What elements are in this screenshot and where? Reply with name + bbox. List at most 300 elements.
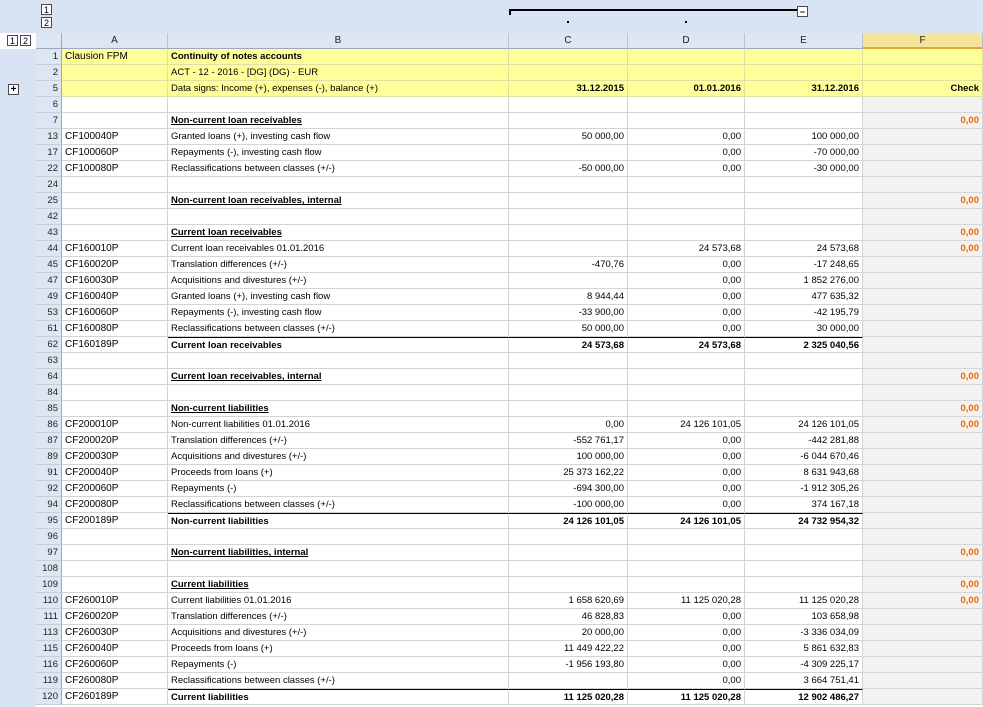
row-number[interactable]: 53 bbox=[36, 305, 62, 321]
cell-account-code[interactable] bbox=[62, 545, 168, 561]
cell-value-01-01-2016[interactable]: 0,00 bbox=[628, 145, 745, 161]
cell-value-31-12-2015[interactable]: -100 000,00 bbox=[509, 497, 628, 513]
cell-description[interactable]: Data signs: Income (+), expenses (-), balance (+) bbox=[168, 81, 509, 97]
cell-value-01-01-2016[interactable] bbox=[628, 193, 745, 209]
cell-description[interactable]: Current loan receivables, internal bbox=[168, 369, 509, 385]
row-number[interactable]: 96 bbox=[36, 529, 62, 545]
row-number[interactable]: 109 bbox=[36, 577, 62, 593]
cell-value-01-01-2016[interactable] bbox=[628, 561, 745, 577]
cell-value-31-12-2015[interactable]: 0,00 bbox=[509, 417, 628, 433]
cell-description[interactable] bbox=[168, 97, 509, 113]
cell-account-code[interactable] bbox=[62, 225, 168, 241]
row-number[interactable]: 2 bbox=[36, 65, 62, 81]
cell-value-01-01-2016[interactable] bbox=[628, 49, 745, 65]
cell-account-code[interactable] bbox=[62, 177, 168, 193]
cell-value-31-12-2016[interactable]: 31.12.2016 bbox=[745, 81, 863, 97]
cell-value-31-12-2016[interactable] bbox=[745, 369, 863, 385]
cell-value-31-12-2016[interactable] bbox=[745, 401, 863, 417]
cell-value-31-12-2015[interactable]: 24 573,68 bbox=[509, 337, 628, 353]
cell-value-31-12-2015[interactable]: -552 761,17 bbox=[509, 433, 628, 449]
row-number[interactable]: 95 bbox=[36, 513, 62, 529]
row-number[interactable]: 45 bbox=[36, 257, 62, 273]
row-number[interactable]: 111 bbox=[36, 609, 62, 625]
cell-description[interactable]: Current loan receivables bbox=[168, 225, 509, 241]
cell-account-code[interactable]: CF260060P bbox=[62, 657, 168, 673]
cell-value-01-01-2016[interactable]: 0,00 bbox=[628, 449, 745, 465]
row-number[interactable]: 119 bbox=[36, 673, 62, 689]
select-all-corner[interactable] bbox=[36, 33, 62, 49]
cell-value-31-12-2016[interactable] bbox=[745, 529, 863, 545]
row-number[interactable]: 87 bbox=[36, 433, 62, 449]
cell-description[interactable]: Repayments (-) bbox=[168, 481, 509, 497]
cell-description[interactable]: Reclassifications between classes (+/-) bbox=[168, 321, 509, 337]
cell-value-31-12-2016[interactable] bbox=[745, 97, 863, 113]
cell-check[interactable]: 0,00 bbox=[863, 401, 983, 417]
cell-value-31-12-2015[interactable] bbox=[509, 241, 628, 257]
row-number[interactable]: 49 bbox=[36, 289, 62, 305]
cell-check[interactable] bbox=[863, 465, 983, 481]
cell-value-31-12-2016[interactable]: 3 664 751,41 bbox=[745, 673, 863, 689]
cell-description[interactable]: Current loan receivables bbox=[168, 337, 509, 353]
cell-description[interactable]: Non-current liabilities bbox=[168, 513, 509, 529]
cell-value-01-01-2016[interactable]: 0,00 bbox=[628, 481, 745, 497]
cell-description[interactable]: Non-current liabilities bbox=[168, 401, 509, 417]
row-number[interactable]: 64 bbox=[36, 369, 62, 385]
cell-value-31-12-2016[interactable] bbox=[745, 225, 863, 241]
cell-description[interactable]: Granted loans (+), investing cash flow bbox=[168, 129, 509, 145]
cell-check[interactable] bbox=[863, 673, 983, 689]
row-number[interactable]: 116 bbox=[36, 657, 62, 673]
cell-value-31-12-2015[interactable] bbox=[509, 577, 628, 593]
cell-description[interactable]: Current liabilities bbox=[168, 689, 509, 705]
cell-account-code[interactable]: CF100040P bbox=[62, 129, 168, 145]
cell-description[interactable]: Repayments (-) bbox=[168, 657, 509, 673]
cell-check[interactable] bbox=[863, 257, 983, 273]
cell-value-31-12-2015[interactable]: 20 000,00 bbox=[509, 625, 628, 641]
cell-description[interactable] bbox=[168, 529, 509, 545]
cell-value-01-01-2016[interactable] bbox=[628, 369, 745, 385]
cell-account-code[interactable] bbox=[62, 385, 168, 401]
row-number[interactable]: 42 bbox=[36, 209, 62, 225]
cell-value-31-12-2015[interactable]: 100 000,00 bbox=[509, 449, 628, 465]
cell-value-31-12-2016[interactable] bbox=[745, 209, 863, 225]
cell-check[interactable] bbox=[863, 321, 983, 337]
cell-value-01-01-2016[interactable] bbox=[628, 97, 745, 113]
cell-description[interactable]: Acquisitions and divestures (+/-) bbox=[168, 625, 509, 641]
cell-description[interactable] bbox=[168, 209, 509, 225]
cell-description[interactable]: Current loan receivables 01.01.2016 bbox=[168, 241, 509, 257]
cell-account-code[interactable]: CF260010P bbox=[62, 593, 168, 609]
cell-description[interactable] bbox=[168, 385, 509, 401]
cell-account-code[interactable] bbox=[62, 65, 168, 81]
cell-check[interactable] bbox=[863, 385, 983, 401]
cell-description[interactable]: Repayments (-), investing cash flow bbox=[168, 305, 509, 321]
cell-account-code[interactable]: CF260080P bbox=[62, 673, 168, 689]
cell-value-31-12-2015[interactable] bbox=[509, 353, 628, 369]
cell-value-01-01-2016[interactable]: 0,00 bbox=[628, 657, 745, 673]
cell-value-31-12-2016[interactable]: -442 281,88 bbox=[745, 433, 863, 449]
cell-value-31-12-2016[interactable] bbox=[745, 193, 863, 209]
cell-value-31-12-2015[interactable] bbox=[509, 113, 628, 129]
cell-check[interactable] bbox=[863, 641, 983, 657]
cell-description[interactable]: Granted loans (+), investing cash flow bbox=[168, 289, 509, 305]
cell-value-31-12-2016[interactable]: 24 126 101,05 bbox=[745, 417, 863, 433]
cell-value-31-12-2016[interactable]: 24 573,68 bbox=[745, 241, 863, 257]
row-number[interactable]: 22 bbox=[36, 161, 62, 177]
row-number[interactable]: 61 bbox=[36, 321, 62, 337]
cell-check[interactable] bbox=[863, 65, 983, 81]
cell-value-31-12-2016[interactable]: 8 631 943,68 bbox=[745, 465, 863, 481]
cell-account-code[interactable]: CF200060P bbox=[62, 481, 168, 497]
cell-value-01-01-2016[interactable]: 0,00 bbox=[628, 609, 745, 625]
cell-description[interactable]: Reclassifications between classes (+/-) bbox=[168, 673, 509, 689]
cell-value-31-12-2015[interactable]: -50 000,00 bbox=[509, 161, 628, 177]
row-number[interactable]: 110 bbox=[36, 593, 62, 609]
cell-value-31-12-2016[interactable]: 30 000,00 bbox=[745, 321, 863, 337]
cell-check[interactable]: 0,00 bbox=[863, 369, 983, 385]
column-header-d[interactable]: D bbox=[628, 33, 745, 49]
cell-value-31-12-2015[interactable]: 50 000,00 bbox=[509, 321, 628, 337]
row-number[interactable]: 7 bbox=[36, 113, 62, 129]
cell-account-code[interactable]: CF200010P bbox=[62, 417, 168, 433]
cell-value-31-12-2015[interactable] bbox=[509, 385, 628, 401]
cell-check[interactable]: 0,00 bbox=[863, 225, 983, 241]
cell-check[interactable] bbox=[863, 513, 983, 529]
cell-value-31-12-2015[interactable] bbox=[509, 145, 628, 161]
cell-value-31-12-2015[interactable]: -470,76 bbox=[509, 257, 628, 273]
cell-check[interactable] bbox=[863, 353, 983, 369]
row-number[interactable]: 47 bbox=[36, 273, 62, 289]
cell-value-01-01-2016[interactable]: 0,00 bbox=[628, 625, 745, 641]
cell-account-code[interactable]: CF260040P bbox=[62, 641, 168, 657]
cell-check[interactable] bbox=[863, 433, 983, 449]
cell-value-31-12-2016[interactable] bbox=[745, 177, 863, 193]
cell-value-01-01-2016[interactable]: 0,00 bbox=[628, 273, 745, 289]
cell-value-01-01-2016[interactable] bbox=[628, 529, 745, 545]
column-outline-level-2-button[interactable]: 2 bbox=[41, 17, 52, 28]
cell-account-code[interactable] bbox=[62, 401, 168, 417]
cell-check[interactable] bbox=[863, 289, 983, 305]
cell-check[interactable]: 0,00 bbox=[863, 241, 983, 257]
cell-value-31-12-2016[interactable]: -3 336 034,09 bbox=[745, 625, 863, 641]
cell-account-code[interactable]: CF160020P bbox=[62, 257, 168, 273]
cell-description[interactable]: Non-current liabilities 01.01.2016 bbox=[168, 417, 509, 433]
cell-check[interactable] bbox=[863, 273, 983, 289]
column-header-b[interactable]: B bbox=[168, 33, 509, 49]
cell-description[interactable]: Reclassifications between classes (+/-) bbox=[168, 497, 509, 513]
row-number[interactable]: 92 bbox=[36, 481, 62, 497]
column-outline-level-1-button[interactable]: 1 bbox=[41, 4, 52, 15]
cell-check[interactable]: 0,00 bbox=[863, 417, 983, 433]
cell-value-31-12-2015[interactable] bbox=[509, 49, 628, 65]
cell-value-31-12-2016[interactable] bbox=[745, 65, 863, 81]
cell-value-31-12-2016[interactable]: -17 248,65 bbox=[745, 257, 863, 273]
row-outline-level-2-button[interactable]: 2 bbox=[20, 35, 31, 46]
row-number[interactable]: 13 bbox=[36, 129, 62, 145]
cell-value-31-12-2015[interactable]: 46 828,83 bbox=[509, 609, 628, 625]
row-number[interactable]: 115 bbox=[36, 641, 62, 657]
row-number[interactable]: 44 bbox=[36, 241, 62, 257]
column-header-c[interactable]: C bbox=[509, 33, 628, 49]
cell-value-31-12-2015[interactable] bbox=[509, 273, 628, 289]
cell-account-code[interactable]: CF160060P bbox=[62, 305, 168, 321]
cell-value-31-12-2016[interactable]: -1 912 305,26 bbox=[745, 481, 863, 497]
cell-value-31-12-2015[interactable] bbox=[509, 97, 628, 113]
cell-check[interactable] bbox=[863, 657, 983, 673]
cell-value-31-12-2015[interactable]: 11 449 422,22 bbox=[509, 641, 628, 657]
cell-value-01-01-2016[interactable] bbox=[628, 65, 745, 81]
cell-value-31-12-2015[interactable] bbox=[509, 401, 628, 417]
cell-check[interactable]: Check bbox=[863, 81, 983, 97]
cell-value-01-01-2016[interactable] bbox=[628, 113, 745, 129]
cell-description[interactable]: Non-current loan receivables, internal bbox=[168, 193, 509, 209]
cell-value-01-01-2016[interactable]: 0,00 bbox=[628, 257, 745, 273]
cell-value-31-12-2015[interactable] bbox=[509, 65, 628, 81]
cell-value-01-01-2016[interactable]: 0,00 bbox=[628, 641, 745, 657]
column-header-a[interactable]: A bbox=[62, 33, 168, 49]
cell-description[interactable]: Reclassifications between classes (+/-) bbox=[168, 161, 509, 177]
cell-value-31-12-2016[interactable] bbox=[745, 49, 863, 65]
cell-value-31-12-2016[interactable] bbox=[745, 113, 863, 129]
cell-value-01-01-2016[interactable]: 0,00 bbox=[628, 321, 745, 337]
cell-account-code[interactable] bbox=[62, 113, 168, 129]
cell-value-31-12-2015[interactable]: 50 000,00 bbox=[509, 129, 628, 145]
cell-value-01-01-2016[interactable] bbox=[628, 209, 745, 225]
column-header-e[interactable]: E bbox=[745, 33, 863, 49]
cell-account-code[interactable] bbox=[62, 353, 168, 369]
row-number[interactable]: 86 bbox=[36, 417, 62, 433]
cell-account-code[interactable] bbox=[62, 561, 168, 577]
row-number[interactable]: 62 bbox=[36, 337, 62, 353]
cell-account-code[interactable]: CF160189P bbox=[62, 337, 168, 353]
cell-check[interactable] bbox=[863, 529, 983, 545]
cell-description[interactable]: Acquisitions and divestures (+/-) bbox=[168, 273, 509, 289]
row-number[interactable]: 5 bbox=[36, 81, 62, 97]
cell-description[interactable]: Proceeds from loans (+) bbox=[168, 641, 509, 657]
column-group-collapse-button[interactable]: − bbox=[797, 6, 808, 17]
cell-value-01-01-2016[interactable] bbox=[628, 545, 745, 561]
cell-check[interactable] bbox=[863, 561, 983, 577]
cell-value-31-12-2016[interactable] bbox=[745, 561, 863, 577]
cell-check[interactable] bbox=[863, 305, 983, 321]
cell-account-code[interactable]: CF160080P bbox=[62, 321, 168, 337]
cell-value-31-12-2015[interactable]: -33 900,00 bbox=[509, 305, 628, 321]
cell-value-31-12-2016[interactable]: 11 125 020,28 bbox=[745, 593, 863, 609]
cell-description[interactable]: Current liabilities 01.01.2016 bbox=[168, 593, 509, 609]
cell-description[interactable]: Continuity of notes accounts bbox=[168, 49, 509, 65]
cell-value-31-12-2015[interactable]: -1 956 193,80 bbox=[509, 657, 628, 673]
row-number[interactable]: 25 bbox=[36, 193, 62, 209]
cell-value-31-12-2015[interactable]: -694 300,00 bbox=[509, 481, 628, 497]
cell-description[interactable] bbox=[168, 353, 509, 369]
cell-value-31-12-2016[interactable]: 2 325 040,56 bbox=[745, 337, 863, 353]
cell-value-31-12-2016[interactable]: -6 044 670,46 bbox=[745, 449, 863, 465]
cell-value-01-01-2016[interactable]: 24 126 101,05 bbox=[628, 513, 745, 529]
row-number[interactable]: 89 bbox=[36, 449, 62, 465]
cell-value-31-12-2016[interactable]: -4 309 225,17 bbox=[745, 657, 863, 673]
cell-value-01-01-2016[interactable]: 0,00 bbox=[628, 433, 745, 449]
cell-check[interactable] bbox=[863, 177, 983, 193]
cell-description[interactable]: Proceeds from loans (+) bbox=[168, 465, 509, 481]
cell-account-code[interactable] bbox=[62, 81, 168, 97]
cell-description[interactable]: Non-current loan receivables bbox=[168, 113, 509, 129]
cell-value-31-12-2015[interactable] bbox=[509, 673, 628, 689]
cell-value-01-01-2016[interactable]: 0,00 bbox=[628, 465, 745, 481]
cell-value-01-01-2016[interactable]: 24 573,68 bbox=[628, 241, 745, 257]
cell-value-31-12-2016[interactable]: -70 000,00 bbox=[745, 145, 863, 161]
cell-value-31-12-2015[interactable] bbox=[509, 209, 628, 225]
cell-account-code[interactable] bbox=[62, 369, 168, 385]
cell-check[interactable] bbox=[863, 481, 983, 497]
cell-value-31-12-2015[interactable] bbox=[509, 369, 628, 385]
cell-value-31-12-2016[interactable]: 374 167,18 bbox=[745, 497, 863, 513]
cell-value-31-12-2016[interactable]: -42 195,79 bbox=[745, 305, 863, 321]
cell-account-code[interactable]: CF200080P bbox=[62, 497, 168, 513]
row-outline-level-1-button[interactable]: 1 bbox=[7, 35, 18, 46]
cell-account-code[interactable]: CF100060P bbox=[62, 145, 168, 161]
cell-value-31-12-2016[interactable]: 1 852 276,00 bbox=[745, 273, 863, 289]
cell-check[interactable] bbox=[863, 689, 983, 705]
row-group-expand-button[interactable]: + bbox=[8, 84, 19, 95]
cell-account-code[interactable]: CF260020P bbox=[62, 609, 168, 625]
cell-value-01-01-2016[interactable] bbox=[628, 577, 745, 593]
cell-value-01-01-2016[interactable]: 24 126 101,05 bbox=[628, 417, 745, 433]
cell-value-01-01-2016[interactable]: 0,00 bbox=[628, 305, 745, 321]
cell-account-code[interactable]: CF200020P bbox=[62, 433, 168, 449]
cell-account-code[interactable]: CF160040P bbox=[62, 289, 168, 305]
cell-value-31-12-2015[interactable] bbox=[509, 193, 628, 209]
cell-value-31-12-2016[interactable]: 103 658,98 bbox=[745, 609, 863, 625]
cell-description[interactable]: Translation differences (+/-) bbox=[168, 609, 509, 625]
cell-check[interactable]: 0,00 bbox=[863, 193, 983, 209]
cell-account-code[interactable]: CF260030P bbox=[62, 625, 168, 641]
cell-check[interactable] bbox=[863, 129, 983, 145]
cell-check[interactable]: 0,00 bbox=[863, 545, 983, 561]
cell-value-01-01-2016[interactable]: 0,00 bbox=[628, 673, 745, 689]
cell-account-code[interactable]: CF200189P bbox=[62, 513, 168, 529]
cell-value-31-12-2016[interactable]: 477 635,32 bbox=[745, 289, 863, 305]
cell-account-code[interactable]: Clausion FPM bbox=[62, 49, 168, 65]
cell-value-31-12-2015[interactable]: 24 126 101,05 bbox=[509, 513, 628, 529]
cell-check[interactable] bbox=[863, 161, 983, 177]
cell-check[interactable] bbox=[863, 145, 983, 161]
cell-account-code[interactable]: CF160030P bbox=[62, 273, 168, 289]
cell-value-31-12-2016[interactable] bbox=[745, 385, 863, 401]
cell-description[interactable]: Translation differences (+/-) bbox=[168, 433, 509, 449]
cell-check[interactable]: 0,00 bbox=[863, 593, 983, 609]
row-number[interactable]: 24 bbox=[36, 177, 62, 193]
cell-account-code[interactable]: CF200040P bbox=[62, 465, 168, 481]
cell-value-01-01-2016[interactable]: 0,00 bbox=[628, 497, 745, 513]
cell-value-31-12-2015[interactable]: 31.12.2015 bbox=[509, 81, 628, 97]
cell-account-code[interactable] bbox=[62, 529, 168, 545]
cell-value-31-12-2015[interactable] bbox=[509, 529, 628, 545]
cell-check[interactable] bbox=[863, 337, 983, 353]
row-number[interactable]: 6 bbox=[36, 97, 62, 113]
cell-value-31-12-2016[interactable]: 100 000,00 bbox=[745, 129, 863, 145]
row-number[interactable]: 1 bbox=[36, 49, 62, 65]
cell-value-31-12-2016[interactable] bbox=[745, 545, 863, 561]
cell-check[interactable] bbox=[863, 625, 983, 641]
cell-check[interactable] bbox=[863, 497, 983, 513]
cell-check[interactable] bbox=[863, 609, 983, 625]
cell-value-01-01-2016[interactable] bbox=[628, 401, 745, 417]
row-number[interactable]: 97 bbox=[36, 545, 62, 561]
cell-account-code[interactable]: CF200030P bbox=[62, 449, 168, 465]
cell-value-01-01-2016[interactable]: 11 125 020,28 bbox=[628, 593, 745, 609]
cell-description[interactable]: Non-current liabilities, internal bbox=[168, 545, 509, 561]
cell-value-31-12-2015[interactable] bbox=[509, 561, 628, 577]
cell-value-01-01-2016[interactable]: 24 573,68 bbox=[628, 337, 745, 353]
cell-value-31-12-2016[interactable]: 5 861 632,83 bbox=[745, 641, 863, 657]
cell-value-01-01-2016[interactable]: 0,00 bbox=[628, 289, 745, 305]
cell-check[interactable] bbox=[863, 209, 983, 225]
cell-value-31-12-2015[interactable]: 8 944,44 bbox=[509, 289, 628, 305]
row-number[interactable]: 17 bbox=[36, 145, 62, 161]
cell-description[interactable]: Repayments (-), investing cash flow bbox=[168, 145, 509, 161]
cell-check[interactable] bbox=[863, 49, 983, 65]
cell-value-01-01-2016[interactable]: 01.01.2016 bbox=[628, 81, 745, 97]
cell-value-01-01-2016[interactable] bbox=[628, 385, 745, 401]
cell-description[interactable] bbox=[168, 177, 509, 193]
row-number[interactable]: 120 bbox=[36, 689, 62, 705]
row-number[interactable]: 113 bbox=[36, 625, 62, 641]
cell-value-01-01-2016[interactable] bbox=[628, 353, 745, 369]
cell-check[interactable] bbox=[863, 97, 983, 113]
cell-description[interactable]: Translation differences (+/-) bbox=[168, 257, 509, 273]
cell-value-01-01-2016[interactable] bbox=[628, 225, 745, 241]
cell-account-code[interactable] bbox=[62, 193, 168, 209]
cell-value-31-12-2016[interactable]: 24 732 954,32 bbox=[745, 513, 863, 529]
cell-value-31-12-2015[interactable]: 11 125 020,28 bbox=[509, 689, 628, 705]
row-number[interactable]: 84 bbox=[36, 385, 62, 401]
cell-description[interactable] bbox=[168, 561, 509, 577]
column-header-f[interactable]: F bbox=[863, 33, 983, 49]
cell-check[interactable]: 0,00 bbox=[863, 113, 983, 129]
row-number[interactable]: 63 bbox=[36, 353, 62, 369]
cell-value-01-01-2016[interactable] bbox=[628, 177, 745, 193]
cell-value-31-12-2015[interactable] bbox=[509, 545, 628, 561]
cell-check[interactable] bbox=[863, 449, 983, 465]
cell-value-31-12-2016[interactable] bbox=[745, 353, 863, 369]
cell-description[interactable]: Acquisitions and divestures (+/-) bbox=[168, 449, 509, 465]
row-number[interactable]: 108 bbox=[36, 561, 62, 577]
cell-account-code[interactable] bbox=[62, 577, 168, 593]
cell-account-code[interactable] bbox=[62, 97, 168, 113]
row-number[interactable]: 94 bbox=[36, 497, 62, 513]
cell-value-31-12-2015[interactable]: 1 658 620,69 bbox=[509, 593, 628, 609]
cell-value-31-12-2016[interactable]: 12 902 486,27 bbox=[745, 689, 863, 705]
cell-value-31-12-2015[interactable]: 25 373 162,22 bbox=[509, 465, 628, 481]
row-number[interactable]: 91 bbox=[36, 465, 62, 481]
cell-value-01-01-2016[interactable]: 11 125 020,28 bbox=[628, 689, 745, 705]
cell-check[interactable]: 0,00 bbox=[863, 577, 983, 593]
cell-value-01-01-2016[interactable]: 0,00 bbox=[628, 129, 745, 145]
row-number[interactable]: 43 bbox=[36, 225, 62, 241]
cell-account-code[interactable]: CF100080P bbox=[62, 161, 168, 177]
cell-account-code[interactable]: CF160010P bbox=[62, 241, 168, 257]
cell-account-code[interactable] bbox=[62, 209, 168, 225]
row-number[interactable]: 85 bbox=[36, 401, 62, 417]
cell-description[interactable]: Current liabilities bbox=[168, 577, 509, 593]
cell-value-31-12-2016[interactable]: -30 000,00 bbox=[745, 161, 863, 177]
cell-value-01-01-2016[interactable]: 0,00 bbox=[628, 161, 745, 177]
cell-value-31-12-2016[interactable] bbox=[745, 577, 863, 593]
cell-value-31-12-2015[interactable] bbox=[509, 177, 628, 193]
cell-account-code[interactable]: CF260189P bbox=[62, 689, 168, 705]
cell-value-31-12-2015[interactable] bbox=[509, 225, 628, 241]
cell-description[interactable]: ACT - 12 - 2016 - [DG] (DG) - EUR bbox=[168, 65, 509, 81]
